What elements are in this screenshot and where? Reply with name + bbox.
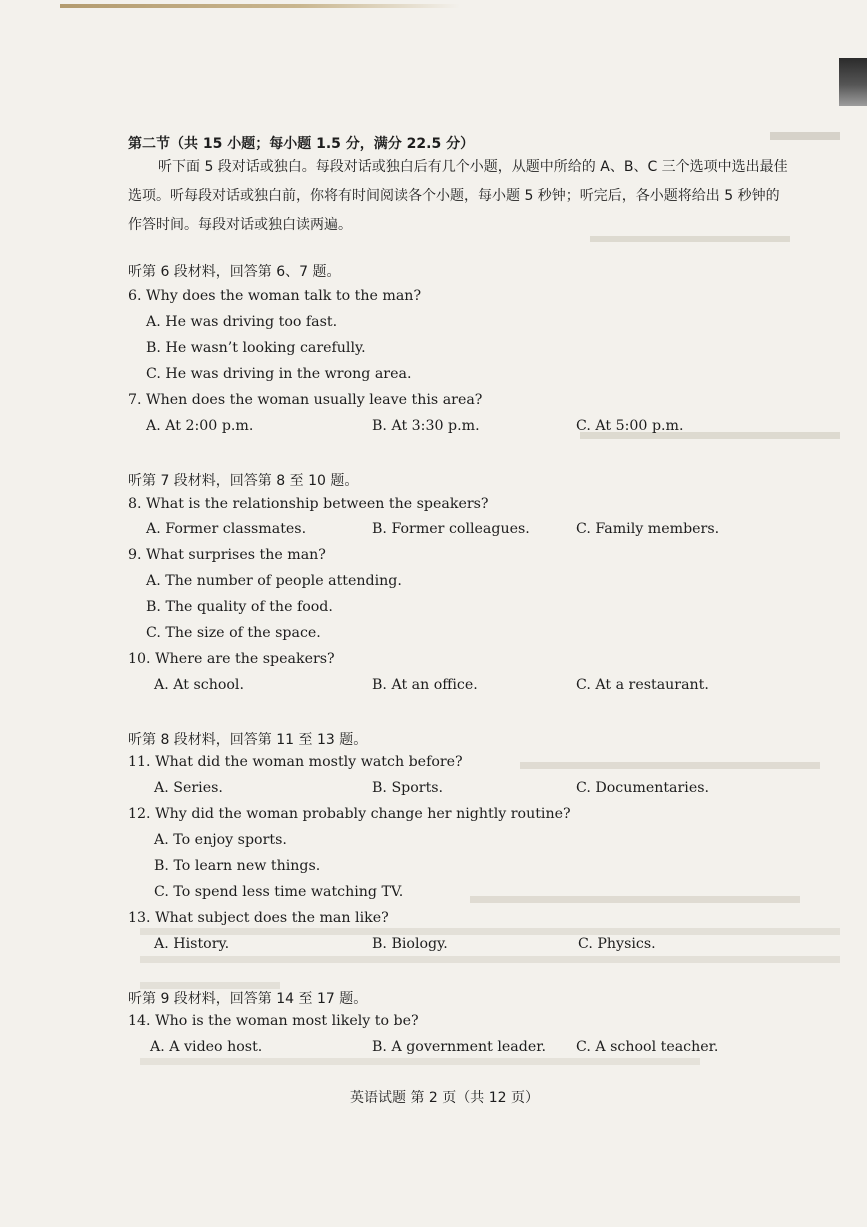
option-c: C. The size of the space. — [146, 625, 321, 641]
option-b: B. Former colleagues. — [372, 521, 530, 537]
option-b: B. To learn new things. — [154, 858, 321, 874]
option-a: A. The number of people attending. — [146, 573, 402, 589]
scan-edge-strip — [60, 4, 460, 8]
option-b: B. A government leader. — [372, 1039, 546, 1055]
question-stem: 14. Who is the woman most likely to be? — [128, 1013, 419, 1029]
option-c: C. Documentaries. — [576, 780, 710, 796]
section-heading: 第二节（共 15 小题；每小题 1.5 分，满分 22.5 分） — [128, 136, 475, 152]
question-stem: 10. Where are the speakers? — [128, 651, 335, 667]
bleed-through-texture — [470, 896, 800, 903]
question-stem: 7. When does the woman usually leave this area? — [128, 392, 483, 408]
option-a: A. To enjoy sports. — [154, 832, 287, 848]
scan-corner-shadow — [839, 58, 867, 106]
option-b: B. Biology. — [372, 936, 448, 952]
bleed-through-texture — [770, 132, 840, 140]
group-heading: 听第 9 段材料，回答第 14 至 17 题。 — [128, 991, 368, 1007]
option-a: A. A video host. — [150, 1039, 263, 1055]
option-a: A. At 2:00 p.m. — [146, 418, 254, 434]
option-a: A. Series. — [154, 780, 223, 796]
option-c: C. Family members. — [576, 521, 720, 537]
question-stem: 13. What subject does the man like? — [128, 910, 389, 926]
bleed-through-texture — [140, 928, 840, 935]
option-b: B. At an office. — [372, 677, 478, 693]
question-stem: 11. What did the woman mostly watch before? — [128, 754, 463, 770]
question-stem: 12. Why did the woman probably change her nightly routine? — [128, 806, 571, 822]
bleed-through-texture — [140, 1058, 700, 1065]
option-c: C. A school teacher. — [576, 1039, 719, 1055]
group-heading: 听第 8 段材料，回答第 11 至 13 题。 — [128, 732, 368, 748]
option-a: A. He was driving too fast. — [146, 314, 338, 330]
group-heading: 听第 6 段材料，回答第 6、7 题。 — [128, 264, 341, 280]
option-c: C. Physics. — [578, 936, 656, 952]
option-c: C. He was driving in the wrong area. — [146, 366, 412, 382]
bleed-through-texture — [140, 956, 840, 963]
option-b: B. He wasn’t looking carefully. — [146, 340, 366, 356]
question-stem: 9. What surprises the man? — [128, 547, 326, 563]
question-stem: 8. What is the relationship between the speakers? — [128, 496, 489, 512]
option-b: B. The quality of the food. — [146, 599, 333, 615]
option-c: C. To spend less time watching TV. — [154, 884, 404, 900]
option-a: A. History. — [154, 936, 230, 952]
page-footer: 英语试题 第 2 页（共 12 页） — [350, 1090, 539, 1106]
option-b: B. At 3:30 p.m. — [372, 418, 480, 434]
option-b: B. Sports. — [372, 780, 444, 796]
option-c: C. At a restaurant. — [576, 677, 709, 693]
question-stem: 6. Why does the woman talk to the man? — [128, 288, 422, 304]
bleed-through-texture — [520, 762, 820, 769]
option-a: A. At school. — [154, 677, 244, 693]
group-heading: 听第 7 段材料，回答第 8 至 10 题。 — [128, 473, 359, 489]
section-instructions: 听下面 5 段对话或独白。每段对话或独白后有几个小题，从题中所给的 A、B、C 三个选项中选出最佳选项。听每段对话或独白前，你将有时间阅读各个小题，每小题 5 秒钟；听完后，各小题将给出 5 秒钟的作答时间。每段对话或独白读两遍。 — [128, 159, 788, 233]
option-c: C. At 5:00 p.m. — [576, 418, 684, 434]
option-a: A. Former classmates. — [146, 521, 307, 537]
